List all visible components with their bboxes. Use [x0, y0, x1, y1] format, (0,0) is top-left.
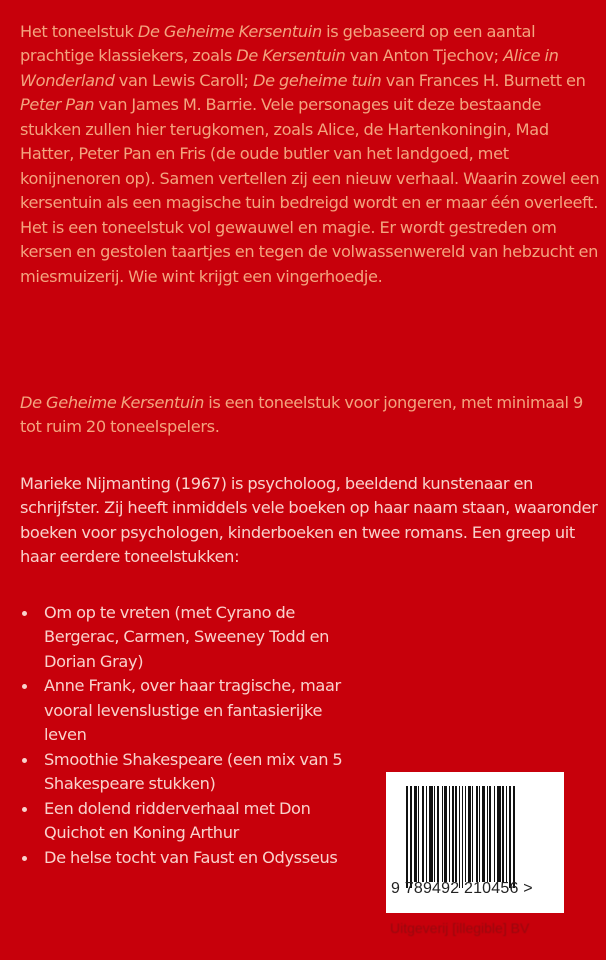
list-item: De helse tocht van Faust en Odysseus — [20, 846, 350, 870]
isbn-digits: 9 789492 210456 > — [391, 880, 533, 897]
list-item: Anne Frank, over haar tragische, maar vooral levenslustige en fantasierijke leven — [20, 674, 350, 747]
author-bio: Marieke Nijmanting (1967) is psycholoog, beeldend kunstenaar en schrijfster. Zij heeft inmiddels vele boeken op haar naam staan, waaronder boeken voor psychologen, kinderboeken en twee romans. Een greep uit haar eerdere toneelstukken: — [20, 474, 598, 567]
list-item: Om op te vreten (met Cyrano de Bergerac, Carmen, Sweeney Todd en Dorian Gray) — [20, 601, 350, 674]
intro-paragraph: Het toneelstuk De Geheime Kersentuin is gebaseerd op een aantal prachtige klassiekers, zoals De Kersentuin van Anton Tjechov; Alice in Wonderland van Lewis Caroll; De geheime tuin van Frances H. Burnett en Peter Pan van James M. Barrie. Vele personages uit deze bestaande stukken zullen hier terugkomen, zoals Alice, de Hartenkoningin, Mad Hatter, Peter Pan en Fris (de oude butler van het landgoed, met konijnenoren op). Samen vertellen zij een nieuw verhaal. Waarin zowel een kersentuin als een magische tuin bedreigd wordt en er maar één overleeft. Het is een toneelstuk vol gewauwel en magie. Er wordt gestreden om kersen en gestolen taartjes en tegen de volwassenwereld van hebzucht en miesmuizerij. Wie wint krijgt een vingerhoedje. — [20, 22, 600, 286]
list-item: Een dolend ridderverhaal met Don Quichot en Koning Arthur — [20, 797, 350, 846]
intro-second-paragraph: Het is een toneelstuk vol gewauwel en magie. Er wordt gestreden om kersen en gestolen taartjes en tegen de volwassenwereld van hebzucht en miesmuizerij. Wie wint krijgt een vingerhoedje. — [20, 217, 599, 286]
bullet-icon — [22, 807, 27, 812]
title-de-geheime-tuin: De geheime tuin — [252, 70, 382, 90]
barcode-icon — [406, 786, 546, 888]
bullet-icon — [22, 611, 27, 616]
title-alice-in-wonderland: Alice in Wonderland — [20, 46, 559, 90]
bullet-icon — [22, 684, 27, 689]
audience-paragraph: De Geheime Kersentuin is een toneelstuk voor jongeren, met minimaal 9 tot ruim 20 toneelspelers. — [20, 393, 583, 437]
list-item: Smoothie Shakespeare (een mix van 5 Shakespeare stukken) — [20, 748, 350, 797]
bullet-icon — [22, 758, 27, 763]
publisher-name: Uitgeverij [illegible] BV — [390, 920, 530, 936]
title-peter-pan: Peter Pan — [20, 95, 95, 115]
title-de-kersentuin: De Kersentuin — [236, 46, 346, 66]
title-de-geheime-kersentuin: De Geheime Kersentuin — [137, 22, 322, 41]
previous-plays-list — [20, 601, 350, 870]
title-de-geheime-kersentuin-2: De Geheime Kersentuin — [20, 393, 204, 412]
isbn-barcode — [386, 772, 564, 913]
bullet-icon — [22, 856, 27, 861]
